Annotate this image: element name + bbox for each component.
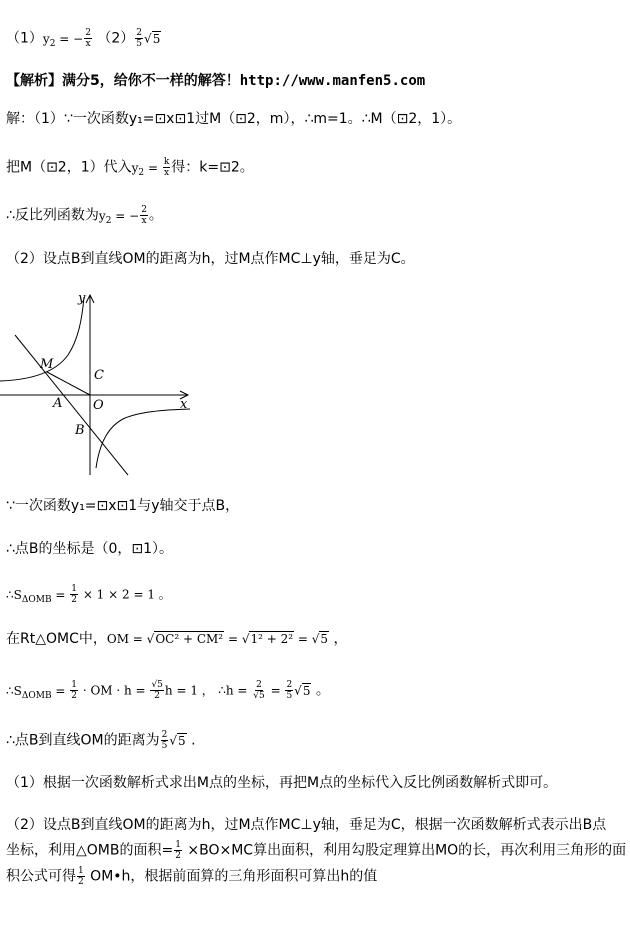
- part-2-label: （2）: [97, 30, 135, 47]
- hyperbola-lower-right: [96, 409, 190, 468]
- explanation-line-4: 积公式可得 $\frac{1}{2}$ OM•h，根据前面算的三角形面积可算出h的值: [6, 866, 378, 887]
- solution-line-1: 解：（1）∵一次函数y₁=⊡x⊡1过M（⊡2，m），∴m=1。∴M（⊡2，1）。: [6, 111, 462, 127]
- label-O: O: [93, 398, 104, 413]
- function-graph-figure: [0, 285, 200, 480]
- label-M: M: [40, 357, 54, 372]
- label-B: B: [75, 423, 85, 438]
- line-OM: [47, 372, 90, 395]
- analysis-header: [6, 72, 425, 90]
- solution-line-3: ∴反比列函数为$y_2$ = − $\frac{2}{x}$ 。: [6, 205, 163, 226]
- label-A: A: [53, 396, 63, 411]
- site-url: http://www.manfen5.com: [239, 73, 426, 89]
- label-C: C: [94, 368, 104, 383]
- explanation-line-1: （1）根据一次函数解析式求出M点的坐标，再把M点的坐标代入反比例函数解析式即可。: [6, 775, 558, 791]
- solution-line-5: ∵一次函数y₁=⊡x⊡1与y轴交于点B，: [6, 498, 240, 514]
- answer-y2: $y_2$ = −: [42, 31, 84, 49]
- analysis-title: 【解析】满分5，给你不一样的解答！: [6, 73, 240, 89]
- solution-line-9: $\therefore S_{\Delta OMB}$ = $\frac{1}{2}$ · OM · h = $\frac{√5}{2}$ h = 1 ， ∴h = $\frac{2}{√5}$ = $\frac{2}{5}$ √5 。: [6, 680, 330, 701]
- solution-line-4: （2）设点B到直线OM的距离为h，过M点作MC⊥y轴，垂足为C。: [6, 251, 415, 267]
- answer-line: [6, 28, 161, 53]
- solution-line-6: ∴点B的坐标是（0，⊡1）。: [6, 541, 174, 557]
- linear-function-line: [15, 335, 128, 475]
- label-y: y: [78, 291, 86, 306]
- answer-fraction-2: $\frac{2}{5}$: [136, 28, 143, 49]
- solution-line-10: ∴点B到直线OM的距离为 $\frac{2}{5}$ √5 .: [6, 730, 196, 751]
- answer-sqrt: √5: [144, 31, 161, 46]
- solution-line-7: $\therefore S_{\Delta OMB}$ = $\frac{1}{2}$ × 1 × 2 = 1 。: [6, 584, 171, 605]
- part-1-label: （1）: [6, 30, 43, 47]
- explanation-line-3: 坐标，利用△OMB的面积= $\frac{1}{2}$ ×BO×MC算出面积，利用勾股定理算出MO的长，再次利用三角形的面: [6, 840, 627, 861]
- explanation-line-2: （2）设点B到直线OM的距离为h，过M点作MC⊥y轴，垂足为C，根据一次函数解析式表示出B点: [6, 817, 607, 833]
- answer-fraction: $\frac{2}{x}$: [85, 28, 91, 49]
- solution-line-2: 把M（⊡2，1）代入$y_2$ = $\frac{k}{x}$ 得：k=⊡2。: [6, 157, 254, 178]
- label-x: x: [180, 397, 188, 412]
- solution-line-8: 在Rt△OMC中，OM = √OC² + CM² = √1² + 2² = √5 ，: [6, 631, 348, 647]
